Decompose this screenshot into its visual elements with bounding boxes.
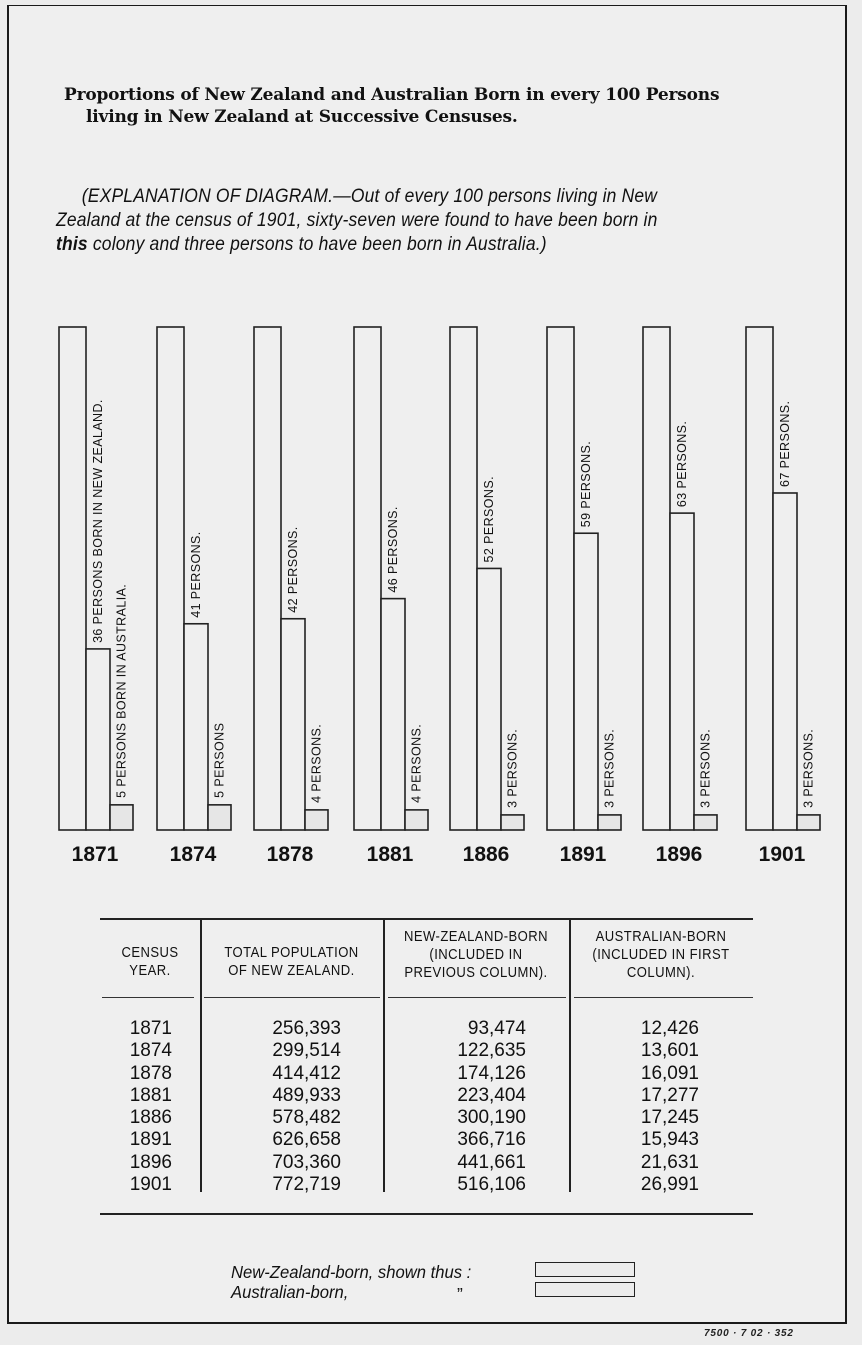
- table-cell: 1881: [129, 1084, 172, 1106]
- data-label-nz-1871: 36 PERSONS BORN IN NEW ZEALAND.: [91, 399, 105, 643]
- header-nz-born: [392, 928, 559, 982]
- data-label-nz-1878: 42 PERSONS.: [286, 526, 300, 613]
- data-label-au-1896: 3 PERSONS.: [698, 728, 713, 808]
- table-cell: 17,277: [640, 1084, 699, 1106]
- table-cell: 772,719: [272, 1174, 341, 1196]
- header-au-born: [578, 928, 744, 982]
- bar-au-born-1901: [797, 815, 820, 830]
- bar-nz-born-1886: [477, 568, 501, 830]
- bar-nz-born-1874: [184, 624, 208, 830]
- bar-au-born-1891: [598, 815, 621, 830]
- table-cell: 1901: [129, 1174, 172, 1196]
- data-label-au-1874: 5 PERSONS: [212, 722, 227, 798]
- table-cell: 300,190: [457, 1107, 526, 1129]
- bar-total-1874: [157, 327, 184, 830]
- table-cell: 703,360: [272, 1151, 341, 1173]
- table-cell: 13,601: [640, 1040, 699, 1062]
- data-label-nz-1891: 59 PERSONS.: [579, 440, 593, 528]
- table-cell: 223,404: [457, 1084, 526, 1106]
- table-bottom-rule: [100, 1213, 753, 1215]
- bar-nz-born-1896: [670, 513, 694, 830]
- table-cell: 1874: [129, 1040, 172, 1062]
- header-line: YEAR.: [129, 963, 171, 979]
- data-label-nz-1896: 63 PERSONS.: [675, 420, 689, 508]
- table-cell: 1896: [129, 1151, 172, 1173]
- column-nz-born: [383, 1018, 526, 1196]
- tick-label-1878: 1878: [266, 843, 314, 866]
- tick-label-1871: 1871: [71, 843, 119, 866]
- data-label-au-1871: 5 PERSONS BORN IN AUSTRALIA.: [114, 583, 129, 798]
- data-label-au-1891: 3 PERSONS.: [602, 728, 617, 808]
- table-cell: 256,393: [272, 1018, 341, 1039]
- header-line: (INCLUDED IN: [429, 947, 523, 963]
- data-label-nz-1901: 67 PERSONS.: [778, 400, 792, 487]
- table-cell: 12,426: [640, 1018, 699, 1039]
- explanation-line-2: Zealand at the census of 1901, sixty-seven were found to have been born in: [56, 210, 658, 231]
- table-cell: 15,943: [640, 1129, 699, 1151]
- header-rule-2: [204, 997, 380, 998]
- data-label-au-1886: 3 PERSONS.: [505, 728, 520, 808]
- header-line: TOTAL POPULATION: [224, 945, 359, 961]
- header-rule-4: [574, 997, 753, 998]
- tick-label-1874: 1874: [169, 843, 217, 866]
- header-line: NEW-ZEALAND-BORN: [404, 929, 548, 945]
- bar-au-born-1896: [694, 815, 717, 830]
- table-cell: 1878: [129, 1062, 172, 1084]
- data-label-nz-1881: 46 PERSONS.: [386, 506, 400, 593]
- bar-total-1878: [254, 327, 281, 830]
- bar-total-1886: [450, 327, 477, 830]
- print-code: 7500 · 7 02 · 352: [704, 1328, 794, 1339]
- bar-nz-born-1878: [281, 619, 305, 830]
- column-census-year: [100, 1018, 172, 1196]
- table-cell: 441,661: [457, 1151, 526, 1173]
- bar-total-1896: [643, 327, 670, 830]
- table-cell: 1891: [129, 1129, 172, 1151]
- table-cell: 174,126: [457, 1062, 526, 1084]
- table-cell: 122,635: [457, 1040, 526, 1062]
- table-cell: 1871: [129, 1018, 172, 1039]
- header-census-year: [105, 944, 195, 980]
- table-cell: 26,991: [640, 1174, 699, 1196]
- header-rule-1: [102, 997, 194, 998]
- header-line: (INCLUDED IN FIRST: [592, 947, 730, 963]
- explanation-line-3-rest: colony and three persons to have been born in Australia.): [87, 234, 547, 255]
- column-au-born: [569, 1018, 699, 1196]
- header-line: PREVIOUS COLUMN).: [404, 965, 548, 981]
- bar-total-1901: [746, 327, 773, 830]
- bar-total-1871: [59, 327, 86, 830]
- title-line-1: Proportions of New Zealand and Australian Born in every 100 Persons: [64, 85, 720, 105]
- table-cell: 578,482: [272, 1107, 341, 1129]
- table-cell: 516,106: [457, 1174, 526, 1196]
- table-cell: 21,631: [640, 1151, 699, 1173]
- tick-label-1886: 1886: [462, 843, 510, 866]
- bar-au-born-1878: [305, 810, 328, 830]
- table-cell: 489,933: [272, 1084, 341, 1106]
- bar-au-born-1886: [501, 815, 524, 830]
- legend-swatch-nz: [535, 1262, 635, 1277]
- table-cell: 17,245: [640, 1107, 699, 1129]
- tick-label-1881: 1881: [366, 843, 414, 866]
- header-line: COLUMN).: [626, 965, 696, 981]
- column-total-population: [200, 1018, 341, 1196]
- legend-swatch-au: [535, 1282, 635, 1297]
- header-total-population: [209, 944, 374, 980]
- tick-label-1891: 1891: [559, 843, 607, 866]
- data-label-nz-1886: 52 PERSONS.: [482, 476, 496, 563]
- bar-nz-born-1891: [574, 533, 598, 830]
- data-label-au-1881: 4 PERSONS.: [409, 723, 424, 803]
- table-cell: 626,658: [272, 1129, 341, 1151]
- bar-au-born-1874: [208, 805, 231, 830]
- title-line-2: living in New Zealand at Successive Censuses.: [86, 107, 518, 127]
- table-cell: 16,091: [640, 1062, 699, 1084]
- bar-total-1891: [547, 327, 574, 830]
- legend-label-au: Australian-born,: [231, 1282, 349, 1302]
- bar-au-born-1871: [110, 805, 133, 830]
- table-cell: 93,474: [467, 1018, 526, 1039]
- header-line: OF NEW ZEALAND.: [228, 963, 355, 979]
- tick-label-1896: 1896: [655, 843, 703, 866]
- bar-nz-born-1881: [381, 599, 405, 830]
- bar-nz-born-1871: [86, 649, 110, 830]
- table-cell: 366,716: [457, 1129, 526, 1151]
- bar-total-1881: [354, 327, 381, 830]
- data-label-au-1878: 4 PERSONS.: [309, 723, 324, 803]
- header-line: CENSUS: [121, 945, 179, 961]
- header-line: AUSTRALIAN-BORN: [595, 929, 727, 945]
- legend-label-nz: New-Zealand-born, shown thus :: [231, 1262, 472, 1282]
- data-label-au-1901: 3 PERSONS.: [801, 728, 816, 808]
- data-label-nz-1874: 41 PERSONS.: [189, 531, 203, 618]
- bar-au-born-1881: [405, 810, 428, 830]
- bar-nz-born-1901: [773, 493, 797, 830]
- ditto-mark: ”: [457, 1284, 463, 1304]
- explanation-bold-word: this: [56, 234, 88, 255]
- header-rule-3: [388, 997, 566, 998]
- table-cell: 1886: [129, 1107, 172, 1129]
- explanation-line-1: (EXPLANATION OF DIAGRAM.—Out of every 100 persons living in New: [81, 186, 658, 207]
- tick-label-1901: 1901: [758, 843, 806, 866]
- table-top-rule: [100, 918, 753, 920]
- table-cell: 299,514: [272, 1040, 341, 1062]
- census-table: [100, 918, 753, 1216]
- table-cell: 414,412: [272, 1062, 341, 1084]
